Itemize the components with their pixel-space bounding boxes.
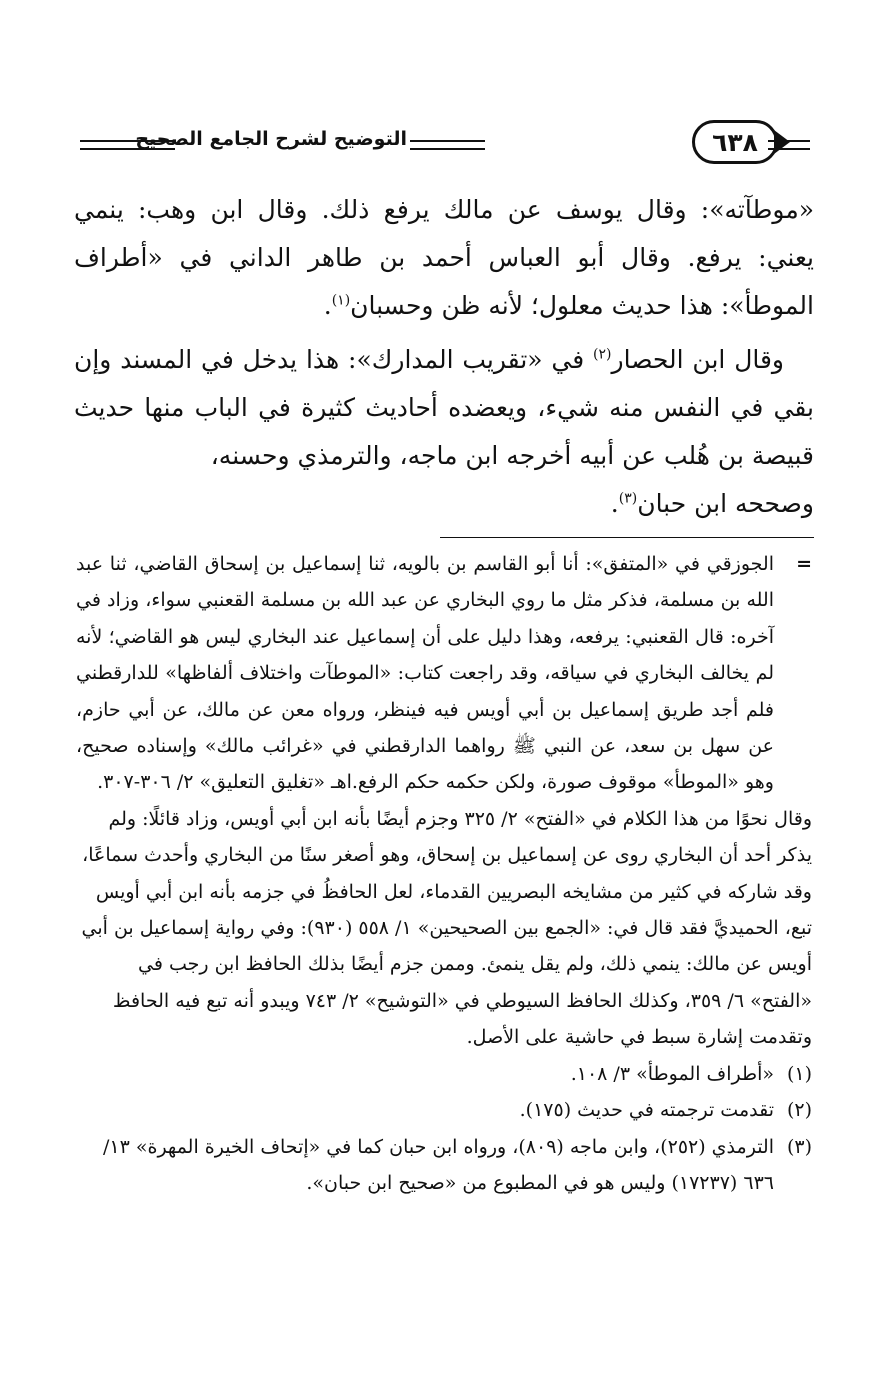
- main-text: [74, 186, 814, 528]
- header-rule-right: [768, 140, 810, 150]
- footnote-2-text: تقدمت ترجمته في حديث (١٧٥).: [519, 1099, 774, 1122]
- main-paragraph-1: [74, 186, 814, 330]
- footnote-continuation: [76, 546, 812, 801]
- main-paragraph-1-text: «موطآته»: وقال يوسف عن مالك يرفع ذلك. وقال ابن وهب: ينمي يعني: يرفع. وقال أبو العباس أحمد بن طاهر الداني في «أطراف الموطأ»: هذا حديث معلول؛ لأنه ظن وحسبان: [74, 195, 814, 320]
- footnote-3-number: (٣): [786, 1135, 812, 1158]
- main-paragraph-2-text-c: وصححه ابن حبان: [637, 489, 814, 518]
- footnote-1-number: (١): [786, 1062, 812, 1085]
- main-paragraph-2-end: .: [610, 489, 619, 518]
- main-paragraph-2-last-line: [74, 480, 814, 528]
- page-header: [70, 118, 810, 172]
- footnote-2-number: (٢): [786, 1099, 812, 1122]
- footnote-ref-1: (١): [331, 292, 351, 309]
- footnote-2: [76, 1092, 812, 1128]
- page-number: ٦٣٨: [692, 120, 778, 164]
- header-rule-middle: [410, 140, 485, 150]
- main-paragraph-2-text-a: وقال ابن الحصار: [611, 345, 784, 374]
- footnote-separator: [440, 537, 814, 538]
- footnote-ref-3: (٣): [618, 490, 638, 507]
- main-paragraph-2: [74, 336, 814, 480]
- main-paragraph-1-end: .: [323, 291, 332, 320]
- footnote-1-text: «أطراف الموطأ» ٣/ ١٠٨.: [570, 1062, 774, 1085]
- footnote-3-text: الترمذي (٢٥٢)، وابن ماجه (٨٠٩)، ورواه ابن حبان كما في «إتحاف الخيرة المهرة» ١٣/ ٦٣٦ (١٧٢٣٧) وليس هو في المطبوع من «صحيح ابن حبان».: [103, 1135, 774, 1194]
- footnote-ref-2: (٢): [593, 346, 612, 363]
- footnote-3: [76, 1129, 812, 1202]
- footnote-continuation-text: الجوزقي في «المتفق»: أنا أبو القاسم بن بالويه، ثنا إسماعيل بن إسحاق القاضي، ثنا عبد الله بن مسلمة، فذكر مثل ما روي البخاري عن عبد الله بن مسلمة القعنبي سواء، وزاد في آخره: قال القعنبي: يرفعه، وهذا دليل على أن إسماعيل عند البخاري ليس هو القاضي؛ لأنه لم يخالف البخاري في سياقه، وقد راجعت كتاب: «الموطآت واختلاف ألفاظها» للدارقطني فلم أجد طريق إسماعيل بن أبي أويس فيه فينظر، ورواه معن عن مالك، عن أبي حازم، عن سهل بن سعد، عن النبي ﷺ رواهما الدارقطني في «غرائب مالك» وإسناده صحيح، وهو «الموطأ» موقوف صورة، ولكن حكمه حكم الرفع.اهـ «تغليق التعليق» ٢/ ٣٠٦-٣٠٧.: [76, 553, 774, 794]
- footnote-1: [76, 1056, 812, 1092]
- continuation-mark: =: [796, 553, 812, 575]
- footnotes: [76, 546, 812, 1201]
- footnote-paragraph-2: [76, 801, 812, 1056]
- main-paragraph-2-text-b: في «تقريب المدارك»: هذا يدخل في المسند وإن بقي في النفس منه شيء، ويعضده أحاديث كثيرة في الباب منها حديث قبيصة بن هُلب عن أبيه أخرجه ابن ماجه، والترمذي وحسنه،: [74, 345, 814, 470]
- footnote-paragraph-2-text: وقال نحوًا من هذا الكلام في «الفتح» ٢/ ٣٢٥ وجزم أيضًا بأنه ابن أبي أويس، وزاد قائلًا: ولم يذكر أحد أن البخاري روى عن إسماعيل بن إسحاق، وهو أصغر سنًا من البخاري وأحدث سماعًا، وقد شاركه في كثير من مشايخه البصريين القدماء، لعل الحافظُ في جزمه بأنه ابن أبي أويس تبع، الحميديَّ فقد قال في: «الجمع بين الصحيحين» ١/ ٥٥٨ (٩٣٠): وفي رواية إسماعيل بن أبي أويس عن مالك: ينمي ذلك، ولم يقل ينمئ. وممن جزم أيضًا بذلك الحافظ ابن رجب في «الفتح» ٦/ ٣٥٩، وكذلك الحافظ السيوطي في «التوشيح» ٢/ ٧٤٣ ويبدو أنه تبع فيه الحافظ وتقدمت إشارة سبط في حاشية على الأصل.: [81, 807, 812, 1049]
- running-title: التوضيح لشرح الجامع الصحيح: [135, 128, 407, 150]
